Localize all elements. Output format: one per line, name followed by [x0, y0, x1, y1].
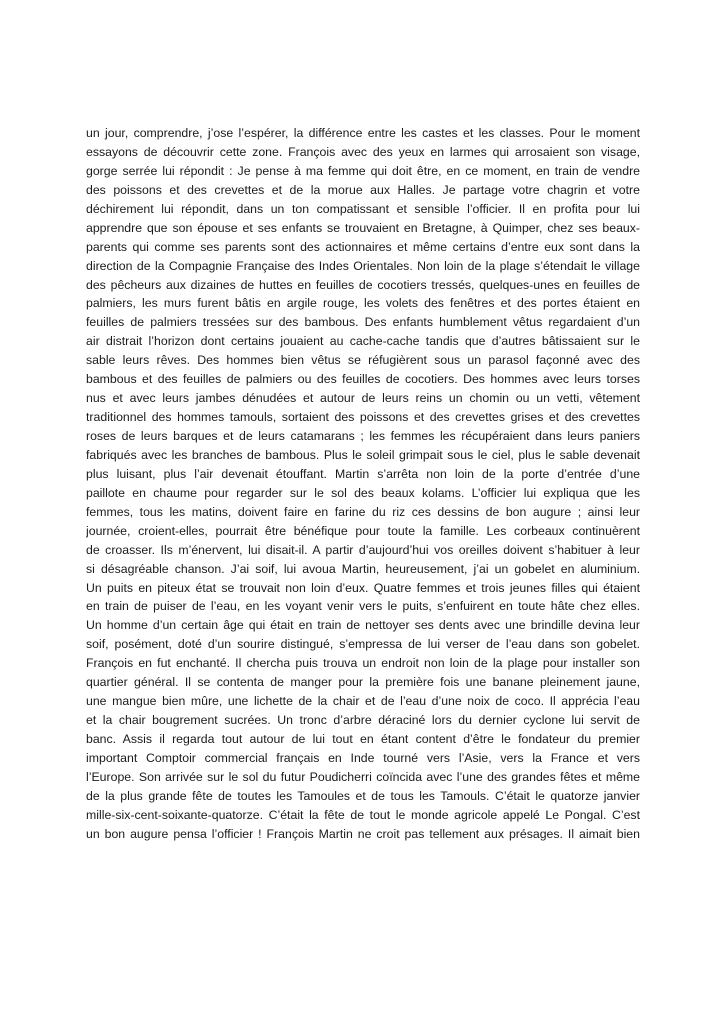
- text-line: des poissons et des crevettes et de la morue aux Halles. Je partage votre chagrin et votre: [86, 182, 640, 197]
- text-line: direction de la Compagnie Française des Indes Orientales. Non loin de la plage s’étendait le village: [86, 258, 640, 273]
- text-line: palmiers, les murs furent bâtis en argile rouge, les volets des fenêtres et des portes étaient en: [86, 296, 640, 311]
- text-line: Un puits en piteux état se trouvait non loin d’eux. Quatre femmes et trois jeunes filles qui étaient: [86, 580, 640, 595]
- text-line: sable leurs rêves. Des hommes bien vêtus se réfugièrent sous un parasol façonné avec des: [86, 353, 640, 368]
- text-line: quartier général. Il se contenta de manger pour la première fois une banane pleinement jaune,: [86, 675, 640, 690]
- text-line: femmes, tous les matins, doivent faire en farine du riz ces dessins de bon augure ; ainsi leur: [86, 504, 640, 519]
- text-line: roses de leurs barques et de leurs catamarans ; les femmes les récupéraient dans leurs paniers: [86, 429, 640, 443]
- text-line: nus et avec leurs jambes dénudées et autour de leurs reins un chomin ou un vetti, vêtement: [86, 391, 640, 406]
- text-line: essayons de découvrir cette zone. François avec des yeux en larmes qui arrosaient son visage,: [86, 144, 640, 159]
- text-line: paillote en chaume pour regarder sur le sol des beaux kolams. L’officier lui expliqua que les: [86, 485, 640, 500]
- document-page: [86, 124, 640, 844]
- text-line: des pêcheurs aux dizaines de huttes en feuilles de cocotiers tressés, quelques-unes en feuilles de: [86, 277, 640, 292]
- text-line: traditionnel des hommes tamouls, sortaient des poissons et des crevettes grises et des crevettes: [86, 410, 640, 425]
- text-line: soif, posément, doté d’un sourire distingué, s’empressa de lui verser de l’eau dans son gobelet.: [86, 637, 640, 652]
- text-line: important Comptoir commercial français en Inde tourné vers l’Asie, vers la France et vers: [86, 750, 640, 765]
- text-line: banc. Assis il regarda tout autour de lui tout en étant content d’être le fondateur du premier: [86, 732, 640, 746]
- text-line: fabriqués avec les branches de bambous. Plus le soleil grimpait sous le ciel, plus le sable devenait: [86, 447, 640, 462]
- text-line: de la plus grande fête de toutes les Tamoules et de tous les Tamouls. C’était le quatorze janvier: [86, 788, 640, 803]
- text-line: parents qui comme ses parents sont des actionnaires et même certains d’entre eux sont dans la: [86, 239, 640, 254]
- text-line: bambous et des feuilles de palmiers ou des feuilles de cocotiers. Des hommes avec leurs torses: [86, 372, 640, 387]
- text-line: une mangue bien mûre, une lichette de la chair et de l’eau d’une noix de coco. Il apprécia l’eau: [86, 694, 640, 709]
- text-line: un bon augure pensa l’officier ! François Martin ne croit pas tellement aux présages. Il aimait bien: [86, 826, 640, 841]
- text-line: Un homme d’un certain âge qui était en train de nettoyer ses dents avec une brindille devina leur: [86, 618, 640, 633]
- text-line: mille-six-cent-soixante-quatorze. C’était la fête de tout le monde agricole appelé Le Pongal. C’est: [86, 807, 640, 822]
- text-line: un jour, comprendre, j’ose l’espérer, la différence entre les castes et les classes. Pour le moment: [86, 126, 640, 140]
- text-line: journée, croient-elles, pourrait être bénéfique pour toute la famille. Les corbeaux continuèrent: [86, 523, 640, 538]
- text-line: feuilles de palmiers tressées sur des bambous. Des enfants humblement vêtus regardaient d’un: [86, 315, 640, 330]
- text-line: gorge serrée lui répondit : Je pense à ma femme qui doit être, en ce moment, en train de vendre: [86, 163, 640, 178]
- text-line: déchirement lui répondit, dans un ton compatissant et sensible l’officier. Il en profita pour lui: [86, 201, 640, 216]
- text-line: plus luisant, plus l’air devenait étouffant. Martin s’arrêta non loin de la porte d’entrée d’une: [86, 466, 640, 481]
- text-line: air distrait l’horizon dont certains jouaient au cache-cache tandis que d’autres bâtissaient sur le: [86, 334, 640, 349]
- text-line: de croasser. Ils m’énervent, lui disait-il. A partir d’aujourd’hui vos oreilles doivent s’habituer à leur: [86, 542, 640, 557]
- text-line: apprendre que son épouse et ses enfants se trouvaient en Bretagne, à Quimper, chez ses beaux-: [86, 220, 640, 235]
- text-line: si désagréable chanson. J’ai soif, lui avoua Martin, heureusement, j’ai un gobelet en aluminium.: [86, 561, 640, 576]
- text-line: François en fut enchanté. Il chercha puis trouva un endroit non loin de la plage pour installer son: [86, 656, 640, 671]
- text-line: l’Europe. Son arrivée sur le sol du futur Poudicherri coïncida avec l’une des grandes fêtes et même: [86, 769, 640, 784]
- text-line: et la chair bougrement sucrées. Un tronc d’arbre déraciné lors du dernier cyclone lui servit de: [86, 713, 640, 728]
- text-line: en train de puiser de l’eau, en les voyant venir vers le puits, s’enfuirent en toute hâte chez elles.: [86, 599, 640, 614]
